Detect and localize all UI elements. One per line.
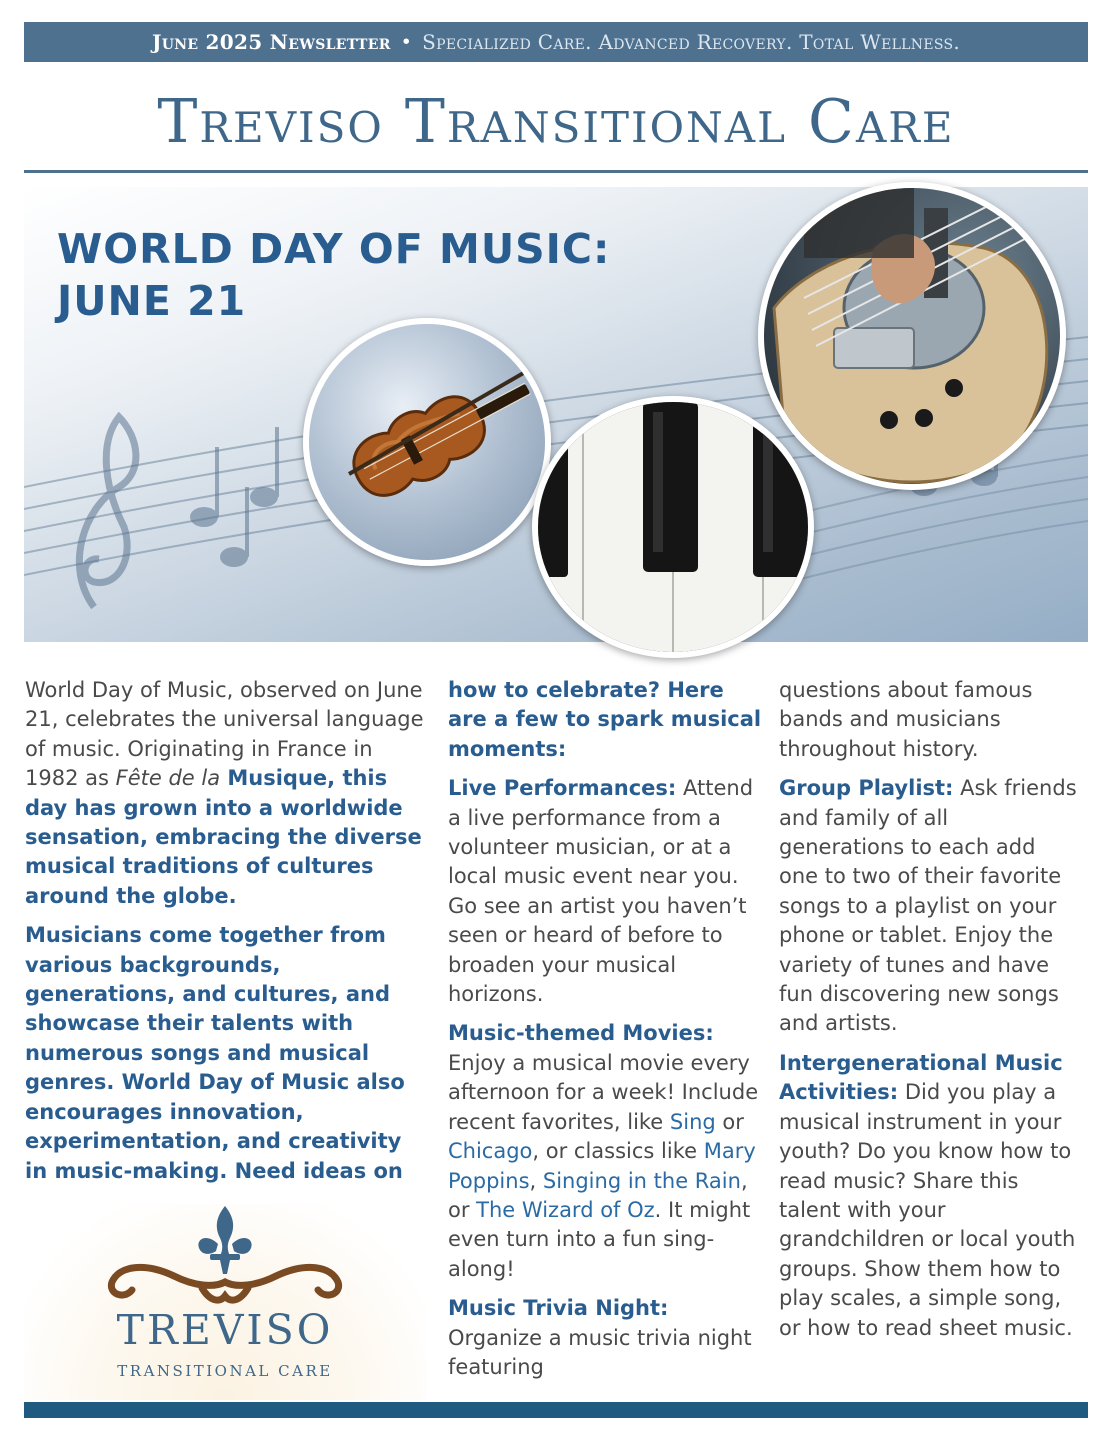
movies-text: , or classics like [532,1139,704,1164]
masthead-title: Treviso Transitional Care [157,87,955,157]
intro-paragraph [25,676,430,911]
movies-paragraph [448,1019,768,1284]
masthead-rule [24,170,1088,173]
movie-title: Singing in the Rain [542,1168,741,1193]
article-column-2 [448,676,768,1392]
movie-title: Mary Poppins [448,1139,756,1193]
live-performances-heading: Live Performances: [448,776,677,801]
intergenerational-paragraph [779,1049,1079,1343]
movies-text: Enjoy a musical movie every afternoon for a week! Include recent favorites, like [448,1050,759,1134]
intro-text-highlight: Musique, this day has grown into a worldwide sensation, embracing the diverse musical traditions of cultures around the globe. [25,766,422,908]
piano-keys-icon [538,402,808,652]
bass-guitar-icon [764,188,1060,484]
playlist-heading: Group Playlist: [779,776,954,801]
musicians-paragraph: Musicians come together from various backgrounds, generations, and cultures, and showcase their talents with numerous songs and musical genres. World Day of Music also encourages innovation, experimentation, and creativity in music-making. Need ideas on [25,923,405,1183]
newsletter-date: June 2025 Newsletter [151,30,391,54]
movie-title: The Wizard of Oz [476,1197,655,1222]
movies-text: or [715,1109,744,1134]
tagline: Specialized Care. Advanced Recovery. Total Wellness. [422,30,961,54]
newsletter-banner [24,22,1088,62]
intergenerational-heading: Intergenerational Music Activities: [779,1050,1063,1105]
playlist-text: Ask friends and family of all generations to each add one to two of their favorite songs to a playlist on your phone or tablet. Enjoy the variety of tunes and have fun discovering new songs and artists. [779,776,1077,1036]
movies-text: . It might even turn into a fun sing-along! [448,1197,751,1281]
hero-title-line1: WORLD DAY OF MUSIC: [57,225,611,273]
treviso-logo [24,1204,426,1400]
violin-icon [309,324,545,560]
trivia-continued: questions about famous bands and musicians throughout history. [779,678,1033,761]
movies-heading: Music-themed Movies: [448,1021,714,1046]
footer-bar [24,1402,1088,1418]
trivia-heading: Music Trivia Night: [448,1296,669,1321]
trivia-paragraph [448,1294,768,1382]
movie-title: Chicago [448,1139,533,1164]
movie-title: Sing [669,1109,716,1134]
movies-text: , or [448,1168,748,1222]
live-performances-paragraph [448,774,768,1009]
hero-title-line2: JUNE 21 [57,277,247,325]
trivia-text: Organize a music trivia night featuring [448,1325,752,1379]
fete-italic: Fête de la [115,766,221,791]
playlist-paragraph [779,774,1079,1039]
ideas-intro: how to celebrate? Here are a few to spark musical moments: [448,678,762,761]
logo-subtitle: TRANSITIONAL CARE [117,1362,333,1380]
piano-keys-photo [532,396,814,658]
article-column-1 [25,676,430,1196]
movies-text: , [529,1168,543,1193]
intergenerational-text: Did you play a musical instrument in your youth? Do you know how to read music? Share this talent with your grandchildren or local youth groups. Show them how to play scales, a simple song, or how to read sheet music. [779,1080,1076,1340]
article-column-3 [779,676,1079,1353]
banner-separator: • [400,31,413,53]
live-performances-text: Attend a live performance from a volunteer musician, or at a local music event near you. Go see an artist you haven’t seen or heard of before to broaden your musical horizons. [448,776,754,1007]
intro-text: World Day of Music, observed on June 21, celebrates the universal language of music. Originating in France in 1982 as [25,678,424,791]
violin-photo [303,318,551,566]
logo-wordmark: TREVISO [116,1306,334,1354]
bass-guitar-photo [758,182,1066,490]
fleur-de-lis-icon [24,1204,426,1314]
hero-title [57,223,757,327]
